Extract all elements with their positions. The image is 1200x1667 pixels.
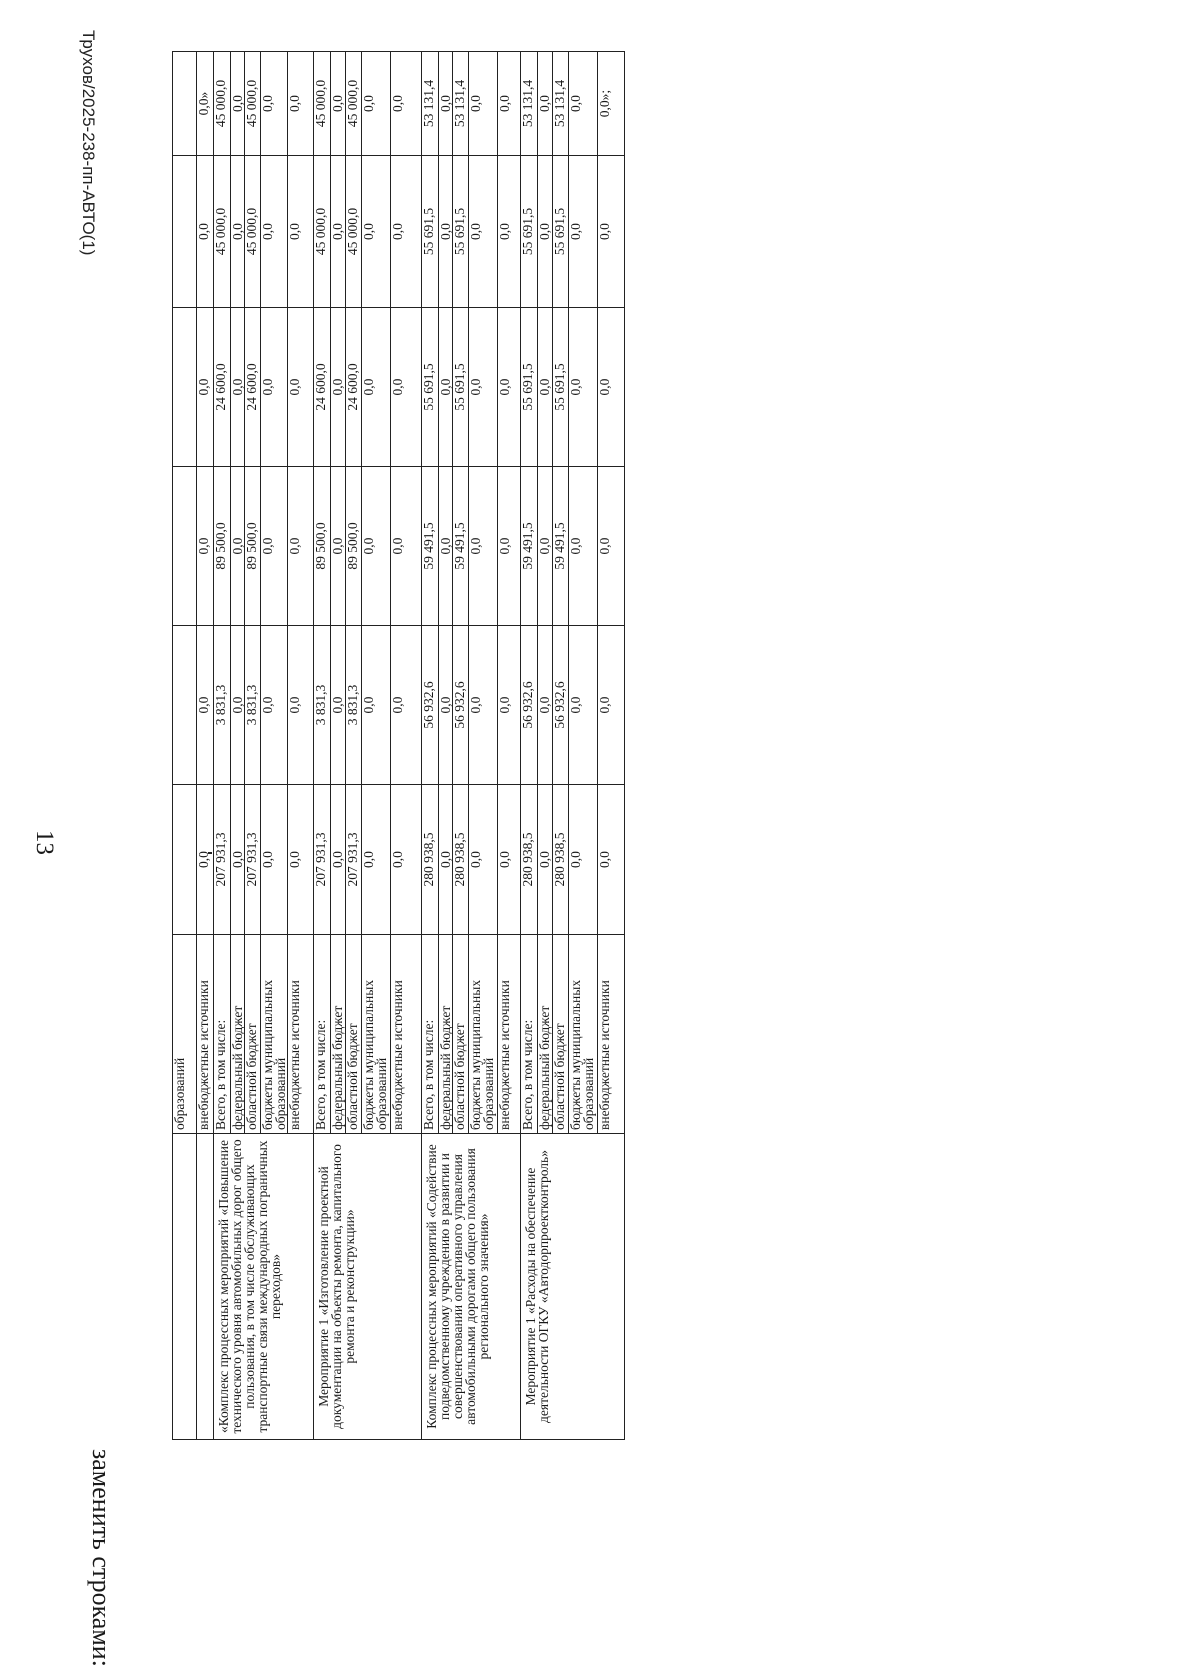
- value-cell: 55 691,5: [553, 156, 569, 308]
- table-row: [314, 52, 331, 1440]
- value-cell: 0,0: [331, 626, 346, 785]
- value-cell: 0,0: [261, 156, 288, 308]
- value-cell: 0,0: [439, 52, 453, 156]
- funding-source-cell: Всего, в том числе:: [314, 935, 331, 1134]
- value-cell: 0,0: [391, 467, 422, 626]
- value-cell: 59 491,5: [422, 467, 439, 626]
- value-cell: 0,0: [498, 785, 521, 935]
- value-cell: 24 600,0: [314, 308, 331, 467]
- value-cell: 0,0: [362, 156, 391, 308]
- value-cell: 45 000,0: [346, 52, 362, 156]
- value-cell: [173, 308, 197, 467]
- value-cell: 3 831,3: [214, 626, 231, 785]
- value-cell: 59 491,5: [521, 467, 538, 626]
- value-cell: 55 691,5: [521, 156, 538, 308]
- value-cell: 280 938,5: [453, 785, 469, 935]
- value-cell: 56 932,6: [521, 626, 538, 785]
- value-cell: 59 491,5: [553, 467, 569, 626]
- value-cell: 0,0: [469, 626, 498, 785]
- page-number: 13: [31, 830, 58, 855]
- footer-document-code: Трухов/2025-238-пп-АВТО(1): [79, 30, 98, 256]
- replace-with-rows-heading: заменить строками:: [87, 1449, 116, 1667]
- value-cell: 0,0: [598, 785, 625, 935]
- funding-source-cell: образований: [173, 935, 197, 1134]
- table-row: [173, 52, 197, 1440]
- value-cell: 45 000,0: [314, 156, 331, 308]
- value-cell: 0,0: [197, 308, 214, 467]
- funding-source-cell: Всего, в том числе:: [214, 935, 231, 1134]
- value-cell: 45 000,0: [245, 52, 261, 156]
- value-cell: 0,0: [362, 52, 391, 156]
- funding-source-cell: внебюджетные источники: [498, 935, 521, 1134]
- value-cell: 3 831,3: [245, 626, 261, 785]
- value-cell: 0,0: [362, 626, 391, 785]
- value-cell: 0,0: [231, 156, 245, 308]
- value-cell: 0,0: [569, 156, 598, 308]
- value-cell: 89 500,0: [214, 467, 231, 626]
- value-cell: 0,0: [391, 52, 422, 156]
- value-cell: 0,0: [261, 467, 288, 626]
- value-cell: 45 000,0: [214, 156, 231, 308]
- value-cell: 0,0: [288, 785, 314, 935]
- value-cell: 0,0: [231, 52, 245, 156]
- value-cell: 280 938,5: [521, 785, 538, 935]
- value-cell: 0,0: [288, 52, 314, 156]
- funding-source-cell: бюджеты муниципальных образований: [569, 935, 598, 1134]
- value-cell: 0,0: [391, 785, 422, 935]
- value-cell: 0,0: [469, 308, 498, 467]
- value-cell: 0,0: [469, 52, 498, 156]
- table-row: [422, 52, 439, 1440]
- value-cell: 0,0: [288, 156, 314, 308]
- value-cell: 55 691,5: [453, 308, 469, 467]
- value-cell: 24 600,0: [245, 308, 261, 467]
- value-cell: 0,0: [439, 626, 453, 785]
- value-cell: 0,0»: [197, 52, 214, 156]
- value-cell: 0,0: [538, 467, 553, 626]
- value-cell: 55 691,5: [422, 308, 439, 467]
- value-cell: 0,0: [538, 626, 553, 785]
- funding-source-cell: Всего, в том числе:: [422, 935, 439, 1134]
- value-cell: 0,0: [498, 626, 521, 785]
- value-cell: 0,0: [231, 626, 245, 785]
- value-cell: 0,0: [538, 52, 553, 156]
- funding-source-cell: областной бюджет: [553, 935, 569, 1134]
- funding-source-cell: внебюджетные источники: [391, 935, 422, 1134]
- value-cell: 59 491,5: [453, 467, 469, 626]
- value-cell: 89 500,0: [346, 467, 362, 626]
- value-cell: 45 000,0: [346, 156, 362, 308]
- value-cell: 0,0: [598, 156, 625, 308]
- value-cell: 53 131,4: [453, 52, 469, 156]
- value-cell: 0,0: [362, 785, 391, 935]
- value-cell: 55 691,5: [453, 156, 469, 308]
- value-cell: 207 931,3: [245, 785, 261, 935]
- value-cell: 3 831,3: [346, 626, 362, 785]
- value-cell: 45 000,0: [245, 156, 261, 308]
- value-cell: 0,0: [469, 156, 498, 308]
- value-cell: 0,0: [391, 308, 422, 467]
- value-cell: 24 600,0: [214, 308, 231, 467]
- value-cell: 0,0: [538, 156, 553, 308]
- funding-source-cell: бюджеты муниципальных образований: [362, 935, 391, 1134]
- value-cell: 53 131,4: [521, 52, 538, 156]
- value-cell: 0,0: [538, 308, 553, 467]
- value-cell: 24 600,0: [346, 308, 362, 467]
- value-cell: 207 931,3: [214, 785, 231, 935]
- value-cell: 0,0: [498, 308, 521, 467]
- value-cell: 280 938,5: [553, 785, 569, 935]
- value-cell: 0,0: [598, 308, 625, 467]
- value-cell: 0,0: [231, 467, 245, 626]
- funding-source-cell: внебюджетные источники: [288, 935, 314, 1134]
- value-cell: 0,0: [231, 308, 245, 467]
- funding-source-cell: областной бюджет: [346, 935, 362, 1134]
- value-cell: 3 831,3: [314, 626, 331, 785]
- value-cell: 55 691,5: [553, 308, 569, 467]
- value-cell: 0,0: [569, 308, 598, 467]
- value-cell: 0,0: [261, 52, 288, 156]
- funding-source-cell: федеральный бюджет: [231, 935, 245, 1134]
- value-cell: 0,0: [362, 308, 391, 467]
- program-name-cell: Мероприятие 1 «Расходы на обеспечение деятельности ОГКУ «Автодорпроектконтроль»: [521, 1134, 625, 1440]
- funding-source-cell: областной бюджет: [453, 935, 469, 1134]
- value-cell: 0,0: [331, 308, 346, 467]
- value-cell: 0,0: [439, 156, 453, 308]
- value-cell: 280 938,5: [422, 785, 439, 935]
- value-cell: 0,0: [362, 467, 391, 626]
- value-cell: 0,0: [538, 785, 553, 935]
- value-cell: [173, 626, 197, 785]
- value-cell: 0,0: [569, 52, 598, 156]
- table-row: [521, 52, 538, 1440]
- value-cell: 0,0: [331, 467, 346, 626]
- value-cell: 0,0: [288, 467, 314, 626]
- funding-source-cell: внебюджетные источники: [197, 935, 214, 1134]
- funding-source-cell: федеральный бюджет: [331, 935, 346, 1134]
- value-cell: 0,0: [331, 52, 346, 156]
- value-cell: 89 500,0: [245, 467, 261, 626]
- program-name-cell: «Комплекс процессных мероприятий «Повышение технического уровня автомобильных дорог общего пользования, в том числе обслуживающих транспортные связи международных пограничных переходов»: [214, 1134, 314, 1440]
- funding-source-cell: бюджеты муниципальных образований: [469, 935, 498, 1134]
- program-name-cell: [197, 1134, 214, 1440]
- table-row: [197, 52, 214, 1440]
- value-cell: 89 500,0: [314, 467, 331, 626]
- value-cell: 56 932,6: [553, 626, 569, 785]
- value-cell: 0,0: [469, 785, 498, 935]
- value-cell: 0,0: [261, 626, 288, 785]
- value-cell: 0,0»;: [598, 52, 625, 156]
- program-name-cell: Комплекс процессных мероприятий «Содействие подведомственному учреждению в развитии и совершенствовании оперативного управления автомобильными дорогами общего пользования регионального значения»: [422, 1134, 521, 1440]
- value-cell: 0,0: [331, 156, 346, 308]
- value-cell: 56 932,6: [453, 626, 469, 785]
- value-cell: [173, 52, 197, 156]
- value-cell: 0,0: [598, 467, 625, 626]
- value-cell: 0,0: [439, 467, 453, 626]
- funding-table: [172, 51, 625, 1440]
- value-cell: 0,0: [261, 785, 288, 935]
- program-name-cell: Мероприятие 1 «Изготовление проектной документации на объекты ремонта, капитального ремонта и реконструкции»: [314, 1134, 422, 1440]
- value-cell: 0,0: [288, 626, 314, 785]
- funding-source-cell: федеральный бюджет: [538, 935, 553, 1134]
- value-cell: 0,0: [439, 308, 453, 467]
- value-cell: 55 691,5: [521, 308, 538, 467]
- value-cell: 0,0: [498, 156, 521, 308]
- funding-source-cell: Всего, в том числе:: [521, 935, 538, 1134]
- value-cell: 55 691,5: [422, 156, 439, 308]
- value-cell: 0,0: [498, 467, 521, 626]
- value-cell: 53 131,4: [422, 52, 439, 156]
- value-cell: 0,0: [288, 308, 314, 467]
- funding-source-cell: бюджеты муниципальных образований: [261, 935, 288, 1134]
- value-cell: 0,0: [498, 52, 521, 156]
- value-cell: 0,0: [469, 467, 498, 626]
- value-cell: [173, 467, 197, 626]
- value-cell: 0,0: [197, 785, 214, 935]
- value-cell: 0,0: [231, 785, 245, 935]
- value-cell: [173, 156, 197, 308]
- program-name-cell: [173, 1134, 197, 1440]
- value-cell: 0,0: [598, 626, 625, 785]
- funding-source-cell: областной бюджет: [245, 935, 261, 1134]
- funding-source-cell: федеральный бюджет: [439, 935, 453, 1134]
- value-cell: 45 000,0: [314, 52, 331, 156]
- value-cell: 56 932,6: [422, 626, 439, 785]
- value-cell: 0,0: [391, 156, 422, 308]
- value-cell: 0,0: [261, 308, 288, 467]
- value-cell: 0,0: [331, 785, 346, 935]
- value-cell: 0,0: [569, 467, 598, 626]
- value-cell: 207 931,3: [346, 785, 362, 935]
- value-cell: 45 000,0: [214, 52, 231, 156]
- value-cell: 53 131,4: [553, 52, 569, 156]
- value-cell: 0,0: [569, 626, 598, 785]
- value-cell: 0,0: [439, 785, 453, 935]
- value-cell: 0,0: [569, 785, 598, 935]
- value-cell: 0,0: [391, 626, 422, 785]
- value-cell: 207 931,3: [314, 785, 331, 935]
- funding-source-cell: внебюджетные источники: [598, 935, 625, 1134]
- value-cell: [173, 785, 197, 935]
- value-cell: 0,0: [197, 467, 214, 626]
- table-row: [214, 52, 231, 1440]
- value-cell: 0,0: [197, 156, 214, 308]
- value-cell: 0,0: [197, 626, 214, 785]
